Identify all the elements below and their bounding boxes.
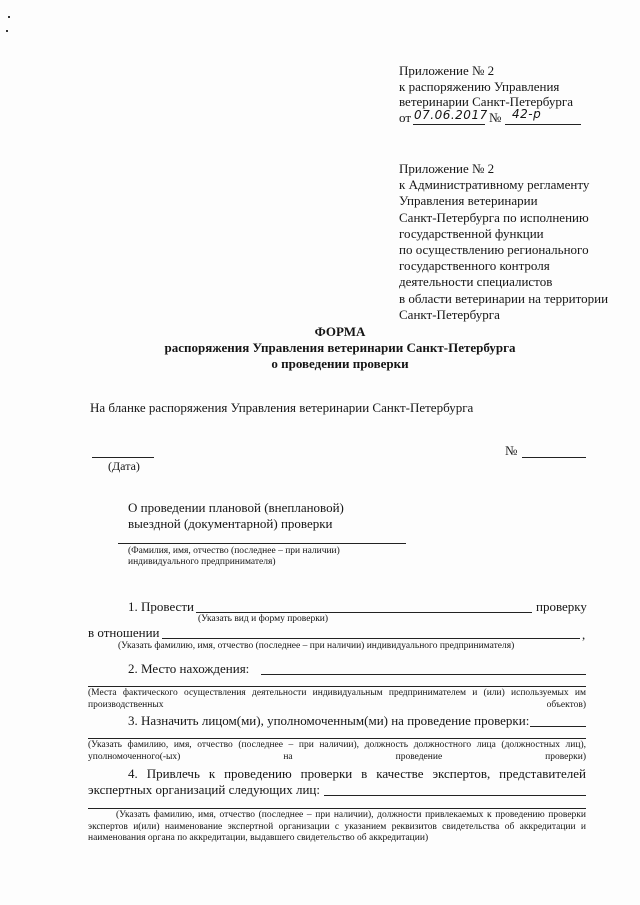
appendix2-line: Приложение № 2 [399,161,495,176]
item1-cont-end: , [582,627,586,642]
appendix2-line: государственного контроля [399,258,550,274]
appendix1-block [399,63,573,110]
item1-cont-line [162,638,580,639]
item1-prefix: 1. Провести [128,599,194,614]
item3-label: 3. Назначить лицом(ми), уполномоченным(ми) на проведение проверки: [128,713,530,728]
subject-hint1: (Фамилия, имя, отчество (последнее – при наличии) [128,546,340,556]
appendix1-number-label: № [489,110,502,125]
item4-label: 4. Привлечь к проведению проверки в качестве экспертов, представителей экспертных организаций следующих лиц: [88,766,586,797]
date-blank-line [92,457,154,458]
appendix2-line: Санкт-Петербурга по исполнению [399,209,589,225]
item2-hint: (Места фактического осуществления деятельности индивидуальным предпринимателем и (или) используемых им производственных объектов) [88,688,586,710]
form-title: ФОРМА [314,324,366,339]
date-hint: (Дата) [108,459,140,473]
item1-hint: (Указать вид и форму проверки) [198,614,329,624]
appendix1-line1: Приложение № 2 [399,63,495,78]
subject-line2: выездной (документарной) проверки [128,516,333,531]
subject-line1: О проведении плановой (внеплановой) [128,500,344,515]
item4-line [324,795,586,796]
item1-cont: в отношении [88,625,160,640]
form-subtitle2: о проведении проверки [271,356,409,371]
item1-suffix: проверку [536,599,587,614]
item3-hint: (Указать фамилию, имя, отчество (последнее – при наличии), должность должностного лица (должностных лиц), уполномоченного(-ых) на проведение проверки) [88,740,586,762]
number-label: № [505,443,518,458]
appendix1-line3: ветеринарии Санкт-Петербурга [399,94,574,109]
appendix1-date-row [399,110,411,126]
item1-line [196,612,532,613]
item3-line [530,726,586,727]
date-underline [413,124,485,125]
appendix2-line: по осуществлению регионального [399,242,589,258]
item3-line2 [88,738,586,739]
handwritten-number: 42-р [512,107,542,121]
item2-line2 [88,686,586,687]
from-label: от [399,110,412,125]
form-subtitle1: распоряжения Управления ветеринарии Санкт-Петербурга [164,340,516,355]
subject-hint2: индивидуального предпринимателя) [128,557,276,567]
scan-speck [8,16,10,18]
appendix2-line: Управления ветеринарии [399,193,538,209]
item1-hint2: (Указать фамилию, имя, отчество (последнее – при наличии) индивидуального предпринимателя) [118,641,515,651]
appendix2-line: к Административному регламенту [399,177,590,193]
item4-hint: (Указать фамилию, имя, отчество (последнее – при наличии), должности привлекаемых к проведению проверки экспертов и(или) наименование экспертной организации с указанием реквизитов свидетельства об аккредитации и наименования органа по аккредитации, выдавшего свидетельство об аккредитации) [88,810,586,843]
appendix1-line2: к распоряжению Управления [399,78,560,94]
subject-name-line [118,543,406,544]
letterhead-note: На бланке распоряжения Управления ветеринарии Санкт-Петербурга [90,400,474,415]
appendix2-block [399,161,608,323]
handwritten-date: 07.06.2017 [414,108,488,122]
number-underline [505,124,581,125]
number-blank-line [522,457,586,458]
item4-line2 [88,808,586,809]
appendix2-line: Санкт-Петербурга [399,306,500,322]
appendix2-line: в области ветеринарии на территории [399,290,609,306]
appendix2-line: государственной функции [399,225,544,241]
appendix2-line: деятельности специалистов [399,274,553,290]
item2-label: 2. Место нахождения: [128,661,250,676]
item2-line [261,674,586,675]
scan-speck [6,30,8,32]
